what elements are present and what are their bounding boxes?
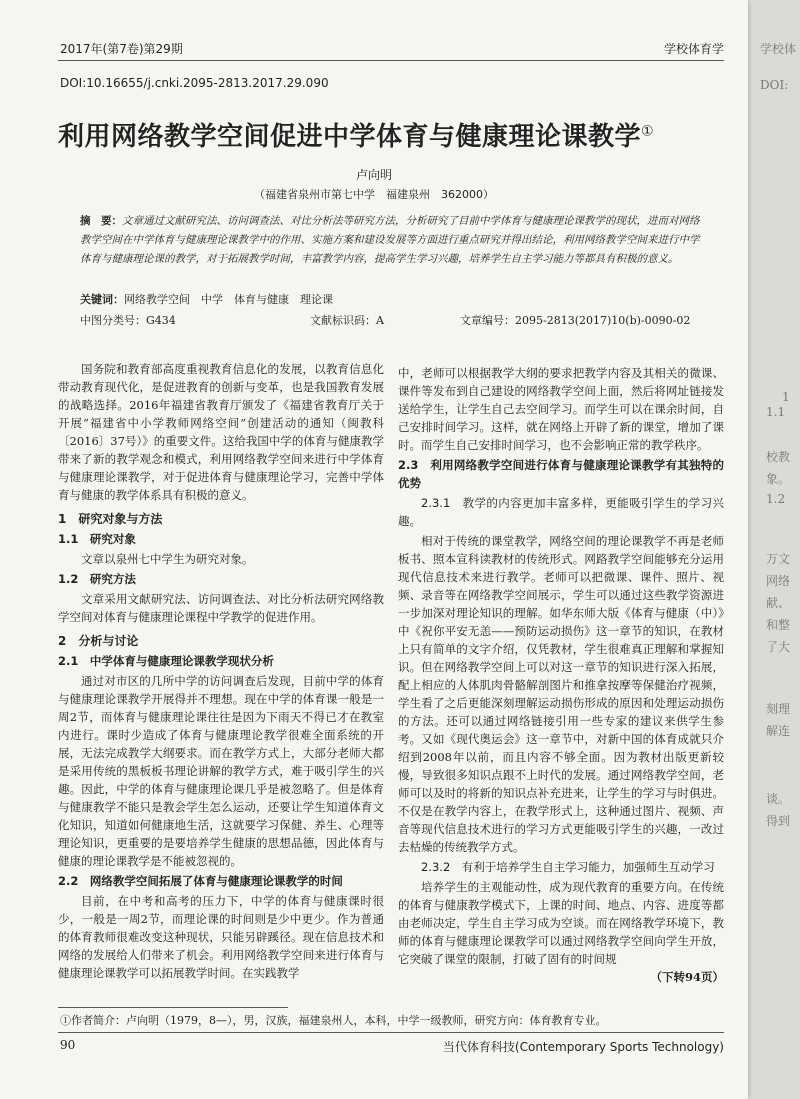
continued-note: （下转94页） — [650, 970, 724, 984]
abstract-text: 文章通过文献研究法、访问调查法、对比分析法等研究方法，分析研究了目前中学体育与健康理论课教学的现状，进而对网络教学空间在中学体育与健康理论课教学中的作用、实施方案和建设发展等方面进行重点研究并得出结论，利用网络教学空间来进行中学体育与健康理论课的教学，对于拓展教学时间，丰富教学内容，提高学生学习兴趣，培养学生自主学习能力等都具有积极的意义。 — [80, 215, 700, 265]
article-title — [58, 116, 654, 153]
paragraph: 通过对市区的几所中学的访问调查后发现，目前中学的体育与健康理论课教学开展得并不理想。现在中学的体育课一般是一周2节，而体育与健康理论课往往是因为下雨天不得已才在教室内进行。课时少造成了体育与健康理论教学很难全面系统的开展，无法完成教学大纲要求。而在教学方式上，大部分老师大都是采用传统的黑板板书理论讲解的教学方式，难于吸引学生的兴趣。因此，中学的体育与健康理论课几乎是被忽略了。但是体育与健康教学不能只是教会学生怎么运动，还要让学生知道体育文化知识，知道如何健康地生活，这就要学习保健、养生、心理等理论知识，更重要的是要培养学生健康的思想品德，因此体育与健康的理论课教学是不能被忽视的。 — [58, 674, 384, 868]
paragraph: 文章采用文献研究法、访问调查法、对比分析法研究网络教学空间对体育与健康理论课程中学教学的促进作用。 — [58, 592, 384, 624]
subsection-heading: 1.1 研究对象 — [58, 532, 136, 546]
edge-text: 1 — [782, 390, 790, 404]
subsection-heading: 2.1 中学体育与健康理论课教学现状分析 — [58, 654, 274, 668]
edge-text: 刻理 — [766, 702, 791, 716]
edge-text: 1.1 — [766, 405, 786, 419]
next-page-edge — [752, 0, 800, 1099]
edge-text: 解连 — [766, 724, 791, 738]
edge-text: 和整 — [766, 618, 791, 632]
intro-paragraph: 国务院和教育部高度重视教育信息化的发展，以教育信息化带动教育现代化，是促进教育的创新与变革，也是我国教育发展的战略选择。2016年福建省教育厅颁发了《福建省教育厅关于开展“福建省中小学教师网络空间”创建活动的通知（闽教科〔2016〕37号）》的重要文件。这给我国中学的体育与健康教学带来了新的教学观念和模式，利用网络教学空间来进行中学体育与健康理论课教学，对于促进体育与健康理论学习，完善中学体育与健康的教学体系具有积极的意义。 — [58, 362, 384, 502]
author: 卢向明 — [355, 168, 392, 182]
footnote-rule — [58, 1007, 288, 1008]
right-column — [398, 364, 724, 986]
keywords — [80, 291, 333, 307]
keywords-label: 关键词： — [80, 293, 124, 306]
edge-text: 谈。 — [766, 792, 791, 806]
article-number: 文章编号：2095-2813(2017)10(b)-0090-02 — [460, 314, 691, 327]
subsubsection-heading: 2.3.1 教学的内容更加丰富多样，更能吸引学生的学习兴趣。 — [398, 496, 724, 528]
edge-text: 万文 — [766, 552, 791, 566]
author-footnote: ①作者简介：卢向明（1979，8—），男，汉族，福建泉州人，本科，中学一级教师，研究方向：体育教育专业。 — [60, 1014, 607, 1027]
paragraph: 中，老师可以根据教学大纲的要求把教学内容及其相关的微课、课件等发布到自己建设的网络教学空间上面，然后将网址链接发送给学生，让学生自己去空间学习。而学生可以在课余时间，自己安排时间学习。这样，就在网络上开辟了新的课堂，增加了课时。而学生自己安排时间学习，也不会影响正常的教学秩序。 — [398, 366, 724, 452]
edge-text: 1.2 — [766, 492, 786, 506]
footnote-mark: ① — [641, 123, 655, 140]
edge-text: DOI: — [760, 78, 789, 92]
title-text: 利用网络教学空间促进中学体育与健康理论课教学 — [58, 122, 642, 152]
footer-rule — [58, 1032, 724, 1033]
abstract-label: 摘 要： — [80, 215, 122, 227]
paragraph: 文章以泉州七中学生为研究对象。 — [81, 552, 254, 566]
subsubsection-heading: 2.3.2 有利于培养学生自主学习能力，加强师生互动学习 — [421, 860, 715, 874]
subsection-heading: 1.2 研究方法 — [58, 572, 136, 586]
affiliation: （福建省泉州市第七中学 福建泉州 362000） — [254, 188, 494, 201]
header-rule — [58, 60, 724, 61]
abstract — [80, 212, 700, 269]
clc-number: 中图分类号：G434 — [80, 314, 176, 327]
paragraph: 相对于传统的课堂教学，网络空间的理论课教学不再是老师板书、照本宣科读教材的传统形式。网路教学空间能够充分运用现代信息技术来进行教学。老师可以把微课、课件、照片、视频、录音等在网络教学空间展示，学生可以通过这些教学资源进一步加深对理论知识的理解。如华东师大版《体育与健康（中）》中《祝你平安无恙——预防运动损伤》这一章节的知识，在教材上只有简单的文字介绍，仅凭教材，学生很难真正理解和掌握知识。但在网络教学空间上可以对这一章节的知识进行深入拓展，配上相应的人体肌肉骨骼解剖图片和推拿按摩等保健治疗视频，学生看了之后更能深刻理解运动损伤形成的原因和处理运动损伤的方法。还可以通过网络链接引用一些专家的建议来供学生参考。又如《现代奥运会》这一章节中，对新中国的体育成就只介绍到2008年以前，而且内容不够全面。因为教材出版更新较慢，导致很多知识点跟不上时代的发展。通过网络教学空间，老师可以及时的将新的知识点补充进来，让学生的学习与时俱进。不仅是在教学内容上，在教学形式上，这种通过图片、视频、声音等现代信息技术进行的学习方式更能吸引学生的兴趣，一改过去枯燥的传统教学方式。 — [398, 534, 724, 854]
edge-text: 网络 — [766, 574, 791, 588]
edge-text: 校教 — [766, 450, 791, 464]
section-heading: 2 分析与讨论 — [58, 634, 139, 648]
journal-name: 当代体育科技(Contemporary Sports Technology) — [442, 1040, 724, 1054]
left-column — [58, 360, 384, 982]
page-number: 90 — [60, 1038, 76, 1052]
subsection-heading: 2.3 利用网络教学空间进行体育与健康理论课教学有其独特的优势 — [398, 458, 724, 490]
edge-text: 学校体 — [760, 42, 797, 56]
paragraph: 培养学生的主观能动性，成为现代教育的重要方向。在传统的体育与健康教学模式下，上课的时间、地点、内容、进度等都由老师决定，学生自主学习成为空谈。而在网络教学环境下，教师的体育与健康理论课教学可以通过网络教学空间向学生开放，它突破了课堂的限制，打破了固有的时间规 — [398, 880, 724, 966]
keywords-text: 网络教学空间 中学 体育与健康 理论课 — [124, 293, 333, 306]
edge-text: 得到 — [766, 814, 791, 828]
edge-text: 象。 — [766, 472, 791, 486]
section-name: 学校体育学 — [663, 42, 724, 56]
section-heading: 1 研究对象与方法 — [58, 512, 163, 526]
edge-text: 献、 — [766, 596, 791, 610]
subsection-heading: 2.2 网络教学空间拓展了体育与健康理论课教学的时间 — [58, 874, 343, 888]
doi: DOI:10.16655/j.cnki.2095-2813.2017.29.090 — [60, 76, 329, 90]
document-code: 文献标识码：A — [310, 314, 384, 327]
paragraph: 目前，在中考和高考的压力下，中学的体育与健康课时很少，一般是一周2节，而理论课的时间则是少中更少。作为普通的体育教师很难改变这种现状，只能另辟蹊径。现在信息技术和网络的发展给人们带来了机会。利用网络教学空间来进行体育与健康理论课教学可以拓展教学时间。在实践教学 — [58, 894, 384, 980]
edge-text: 了大 — [766, 640, 791, 654]
issue-info: 2017年(第7卷)第29期 — [60, 42, 183, 56]
